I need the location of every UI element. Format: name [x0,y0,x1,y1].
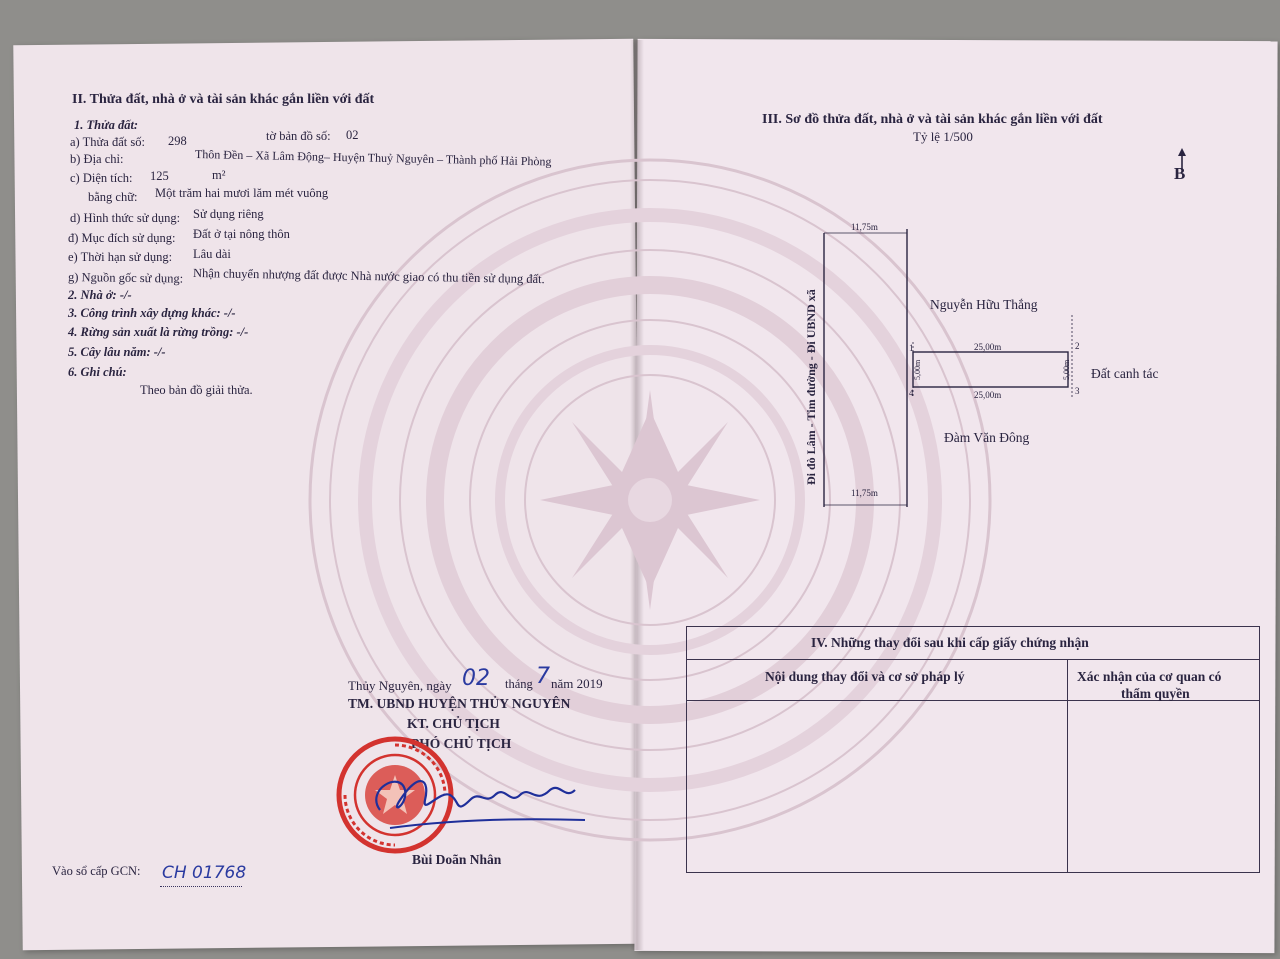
neighbor-south: Đàm Văn Đông [944,430,1030,445]
point-3: 3 [1075,386,1080,396]
signer-name: Bùi Doãn Nhân [412,852,502,867]
construction-line: 3. Công trình xây dựng khác: -/- [68,306,236,320]
register-underline [160,886,242,887]
changes-table [686,626,1260,873]
lot-label: a) Thửa đất số: [70,135,145,149]
road-label: Đi đò Lâm - Tim đường - Đi UBND xã [804,289,818,485]
map-sheet-label: tờ bản đồ số: [266,129,331,143]
land-heading: 1. Thửa đất: [74,118,139,132]
lot-value: 298 [168,134,187,148]
page-gutter [630,40,644,950]
road-width-bottom: 11,75m [851,488,878,498]
area-unit: m² [212,168,226,182]
point-2: 2 [1075,341,1080,351]
in-words-label: bằng chữ: [88,190,138,204]
changes-col-confirm-line1: Xác nhận của cơ quan có [1077,669,1222,684]
section-2-title: II. Thửa đất, nhà ở và tài sản khác gắn liền với đất [72,92,375,107]
issuing-organization: TM. UBND HUYỆN THỦY NGUYÊN [348,696,571,711]
notes-value: Theo bản đồ giải thửa. [140,383,253,397]
changes-col-content: Nội dung thay đổi và cơ sở pháp lý [765,669,965,684]
changes-table-title-row [687,627,1259,660]
in-words-value: Một trăm hai mươi lăm mét vuông [155,186,329,200]
edge-bottom-length: 25,00m [974,390,1002,400]
register-label: Vào sổ cấp GCN: [52,864,141,878]
area-value: 125 [150,169,169,183]
usage-form-value: Sử dụng riêng [193,207,264,221]
changes-col-confirm-line2: thẩm quyền [1121,686,1190,701]
address-value: Thôn Đền – Xã Lâm Động– Huyện Thuỷ Nguyên – Thành phố Hải Phòng [194,147,552,169]
road-width-top: 11,75m [851,222,878,232]
date-month: 7 [536,664,550,689]
address-label: b) Địa chỉ: [70,152,124,166]
purpose-value: Đất ở tại nông thôn [193,227,290,241]
date-year: năm 2019 [551,676,603,691]
kt-title: KT. CHỦ TỊCH [407,716,500,731]
neighbor-north: Nguyễn Hữu Thắng [930,297,1038,312]
date-month-label: tháng [505,677,533,691]
edge-left-length: 5,00m [913,359,922,380]
origin-value: Nhận chuyển nhượng đất được Nhà nước giao có thu tiền sử dụng đất. [192,266,545,287]
usage-form-label: d) Hình thức sử dụng: [70,211,181,225]
map-sheet-value: 02 [346,128,359,142]
date-place: Thủy Nguyên, ngày [348,678,452,693]
term-label: e) Thời hạn sử dụng: [68,250,173,264]
area-label: c) Diện tích: [70,171,133,185]
term-value: Lâu dài [193,247,231,261]
map-scale: Tỷ lệ 1/500 [913,129,973,144]
signature-icon [360,760,590,840]
edge-right-length: 5,00m [1062,359,1071,380]
neighbor-east: Đất canh tác [1091,366,1159,381]
date-day: 02 [462,666,490,691]
changes-table-divider [1067,660,1068,872]
register-value: CH 01768 [162,863,247,883]
plot-diagram [800,215,1100,515]
house-line: 2. Nhà ở: -/- [68,288,132,302]
notes-label: 6. Ghi chú: [68,365,127,379]
north-label: B [1174,164,1186,183]
forest-line: 4. Rừng sản xuất là rừng trồng: -/- [68,325,249,339]
edge-top-length: 25,00m [974,342,1002,352]
section-3-title: III. Sơ đồ thửa đất, nhà ở và tài sản khác gắn liền với đất [762,112,1103,127]
origin-label: g) Nguồn gốc sử dụng: [67,270,184,286]
purpose-label: đ) Mục đích sử dụng: [68,231,176,245]
perennial-line: 5. Cây lâu năm: -/- [68,345,166,359]
changes-table-title: IV. Những thay đổi sau khi cấp giấy chứng nhận [811,635,1089,650]
vice-chair-title: PHÓ CHỦ TỊCH [411,736,512,751]
point-1: 1 [909,343,914,353]
point-4: 4 [909,388,914,398]
